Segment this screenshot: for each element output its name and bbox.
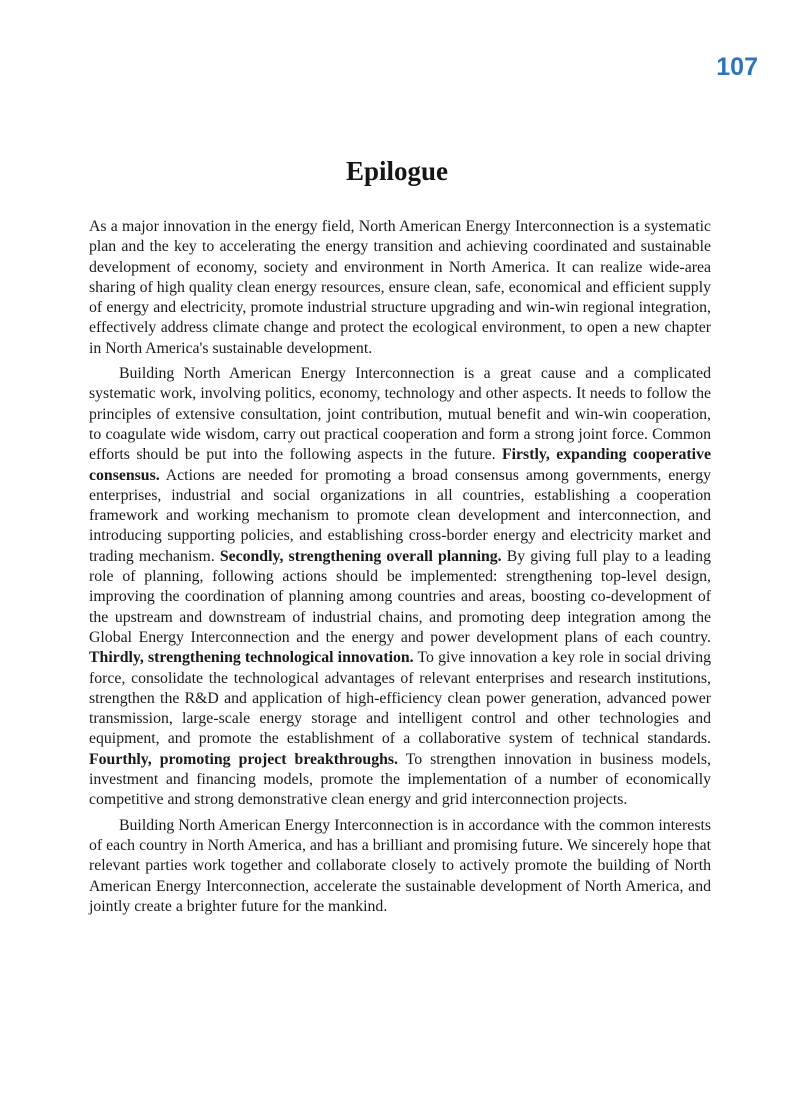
document-body [89,217,711,922]
page-title: Epilogue [345,156,449,186]
text-run: Building North American Energy Interconnection is in accordance with the common interests of each country in North America, and has a brilliant and promising future. We sincerely hope that relevant parties work together and collaborate closely to actively promote the building of North American Energy Interconnection, accelerate the sustainable development of North America, and jointly create a brighter future for the mankind. [89,816,711,915]
bold-text-run: Thirdly, strengthening technological innovation. [89,649,414,667]
text-run: As a major innovation in the energy field, North American Energy Interconnection is a systematic plan and the key to accelerating the energy transition and achieving coordinated and sustainable development of economy, society and environment in North America. It can realize wide-area sharing of high quality clean energy resources, ensure clean, safe, economical and efficient supply of energy and electricity, promote industrial structure upgrading and win-win regional integration, effectively address climate change and protect the ecological environment, to open a new chapter in North America's sustainable development. [89,218,711,357]
text-run: By giving full play to a leading role of planning, following actions should be implemented: strengthening top-level design, improving the coordination of planning among countries and areas, boosting co-development of the upstream and downstream of industrial chains, and promoting deep integration among the Global Energy Interconnection and the energy and power development plans of each country. [89,547,711,646]
bold-text-run: Secondly, strengthening overall planning. [219,547,502,565]
text-run: Actions are needed for promoting a broad consensus among governments, energy enterprises, industrial and social organizations in all countries, establishing a cooperation framework and working mechanism to promote clean development and interconnection, and introducing supporting policies, and establishing cross-border energy and electricity market and trading mechanism. [89,466,711,565]
bold-text-run: Fourthly, promoting project breakthroughs. [89,750,398,768]
text-run: To strengthen innovation in business models, investment and financing models, promote the implementation of a number of economically competitive and strong demonstrative clean energy and grid interconnection projects. [89,750,711,809]
text-run: Building North American Energy Interconnection is a great cause and a complicated systematic work, involving politics, economy, technology and other aspects. It needs to follow the principles of extensive consultation, joint contribution, mutual benefit and win-win cooperation, to coagulate wide wisdom, carry out practical cooperation and form a strong joint force. Common efforts should be put into the following aspects in the future. [89,365,711,464]
bold-text-run: Firstly, expanding cooperative consensus. [89,446,711,484]
text-run: To give innovation a key role in social driving force, consolidate the technological advantages of relevant enterprises and research institutions, strengthen the R&D and application of high-efficiency clean power generation, advanced power transmission, large-scale energy storage and intelligent control and other technologies and equipment, and promote the establishment of a collaborative system of technical standards. [89,649,711,748]
paragraph [89,217,711,359]
page-number: 107 [716,53,758,81]
paragraph [89,816,711,917]
paragraph [89,364,711,811]
